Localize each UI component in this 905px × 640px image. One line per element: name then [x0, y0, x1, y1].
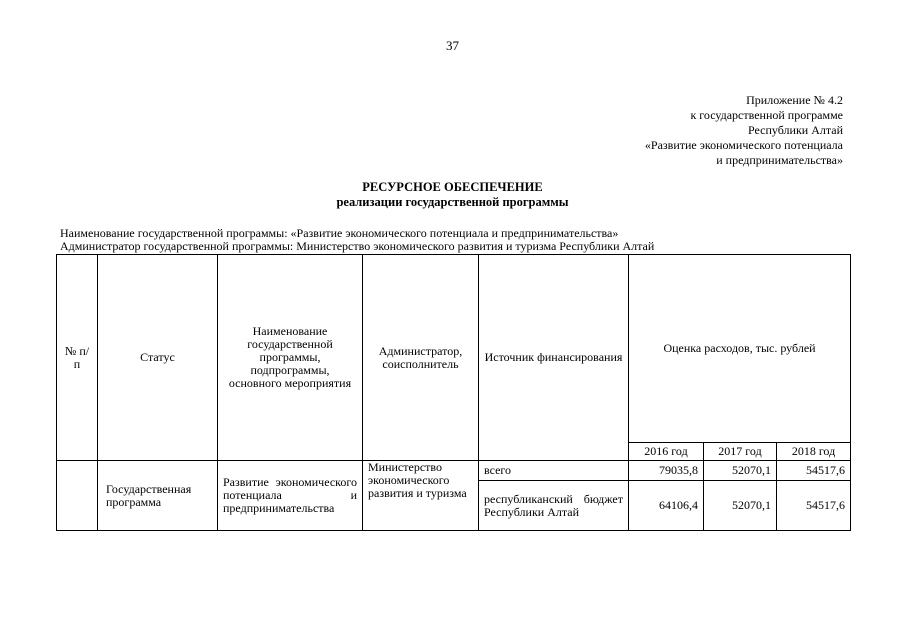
header-year: 2018 год [777, 443, 851, 461]
title-line-1: РЕСУРСНОЕ ОБЕСПЕЧЕНИЕ [362, 180, 543, 194]
resource-table [56, 254, 851, 531]
appendix-line: Приложение № 4.2 [746, 93, 843, 107]
header-num: № п/п [57, 255, 98, 461]
header-estimate: Оценка расходов, тыс. рублей [629, 255, 851, 443]
row-name: Развитие экономического потенциала и предпринимательства [218, 461, 363, 531]
row-admin: Министерство экономического развития и туризма [363, 461, 479, 531]
financing-source: всего [479, 461, 629, 481]
value-cell: 52070,1 [704, 461, 777, 481]
row-num [57, 461, 98, 531]
title-line-2: реализации государственной программы [336, 195, 569, 209]
header-admin: Администратор, соисполнитель [363, 255, 479, 461]
header-row [57, 255, 851, 443]
appendix-line: «Развитие экономического потенциала [644, 138, 843, 152]
program-name: Наименование государственной программы: «Развитие экономического потенциала и предпринимательства» [60, 226, 619, 240]
value-cell: 54517,6 [777, 461, 851, 481]
appendix-line: и предпринимательства» [716, 153, 843, 167]
value-cell: 79035,8 [629, 461, 704, 481]
document-title [0, 180, 905, 210]
header-name: Наименование государственной программы, подпрограммы, основного мероприятия [218, 255, 363, 461]
appendix-line: к государственной программе [690, 108, 843, 122]
value-cell: 52070,1 [704, 481, 777, 531]
header-year: 2016 год [629, 443, 704, 461]
program-administrator: Администратор государственной программы: Министерство экономического развития и туризма Республики Алтай [60, 239, 655, 253]
value-cell: 64106,4 [629, 481, 704, 531]
financing-source: республиканский бюджет Республики Алтай [479, 481, 629, 531]
value-cell: 54517,6 [777, 481, 851, 531]
program-meta [60, 227, 654, 253]
table-row [57, 461, 851, 481]
appendix-note [645, 93, 843, 168]
appendix-line: Республики Алтай [748, 123, 843, 137]
header-status: Статус [98, 255, 218, 461]
row-status: Государственная программа [98, 461, 218, 531]
header-source: Источник финансирования [479, 255, 629, 461]
header-year: 2017 год [704, 443, 777, 461]
page-number: 37 [446, 38, 459, 53]
